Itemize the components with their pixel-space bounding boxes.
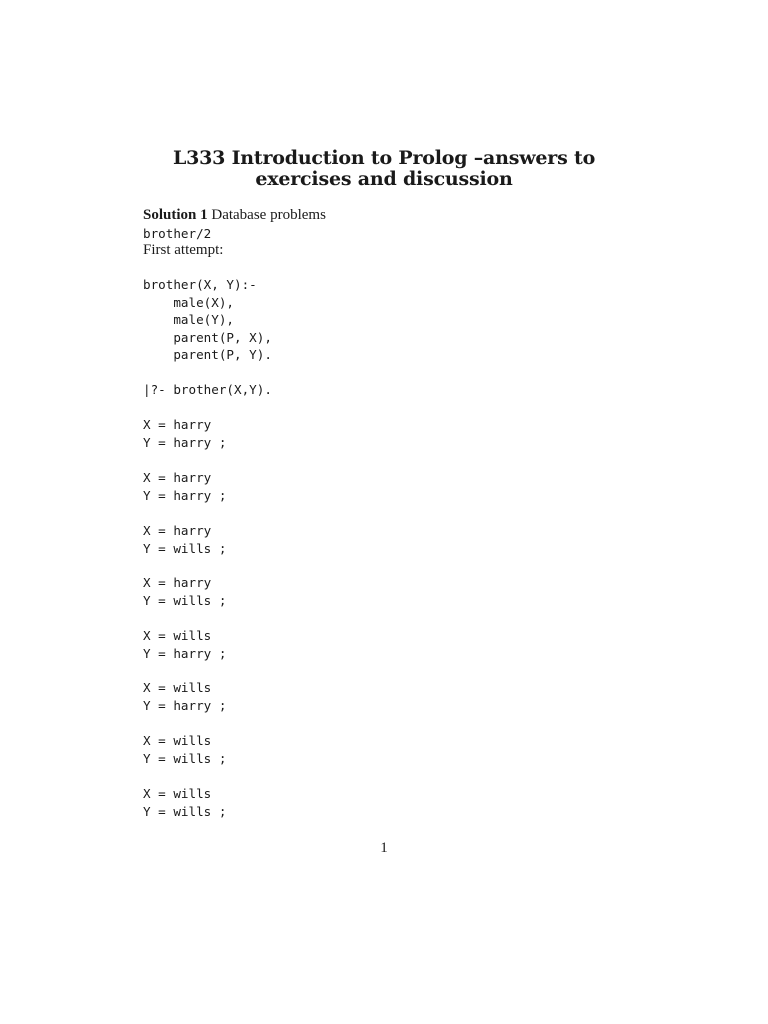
answer-x-line: X = harry: [143, 523, 212, 538]
code-line: male(Y),: [143, 312, 234, 327]
answer-x-line: X = wills: [143, 733, 212, 748]
code-line: parent(P, Y).: [143, 347, 272, 362]
answer-y-line: Y = harry ;: [143, 434, 227, 450]
title-line-1: L333 Introduction to Prolog –answers to: [172, 147, 596, 169]
answer-y-line: Y = harry ;: [143, 697, 227, 713]
solution-heading: [143, 206, 326, 224]
document-title: [0, 148, 768, 190]
code-line: male(X),: [143, 294, 234, 310]
solution-title: Database problems: [211, 207, 326, 223]
answer-y-line: Y = harry ;: [143, 645, 227, 661]
solution-label: Solution 1: [143, 207, 208, 223]
code-line: brother(X, Y):-: [143, 277, 257, 292]
title-line-2: exercises and discussion: [255, 168, 513, 190]
answer-x-line: X = harry: [143, 575, 212, 590]
predicate-name: brother/2: [143, 226, 212, 241]
first-attempt-text: First attempt:: [143, 242, 224, 258]
page-number: 1: [380, 840, 388, 856]
answer-x-line: X = wills: [143, 628, 212, 643]
answer-y-line: Y = wills ;: [143, 803, 227, 819]
answer-y-line: Y = wills ;: [143, 592, 227, 608]
query-line: |?- brother(X,Y).: [143, 382, 272, 397]
answer-y-line: Y = harry ;: [143, 487, 227, 503]
answer-x-line: X = wills: [143, 680, 212, 695]
answer-x-line: X = wills: [143, 786, 212, 801]
answer-x-line: X = harry: [143, 470, 212, 485]
answer-y-line: Y = wills ;: [143, 540, 227, 556]
code-line: parent(P, X),: [143, 329, 272, 345]
answer-x-line: X = harry: [143, 417, 212, 432]
answer-y-line: Y = wills ;: [143, 750, 227, 766]
